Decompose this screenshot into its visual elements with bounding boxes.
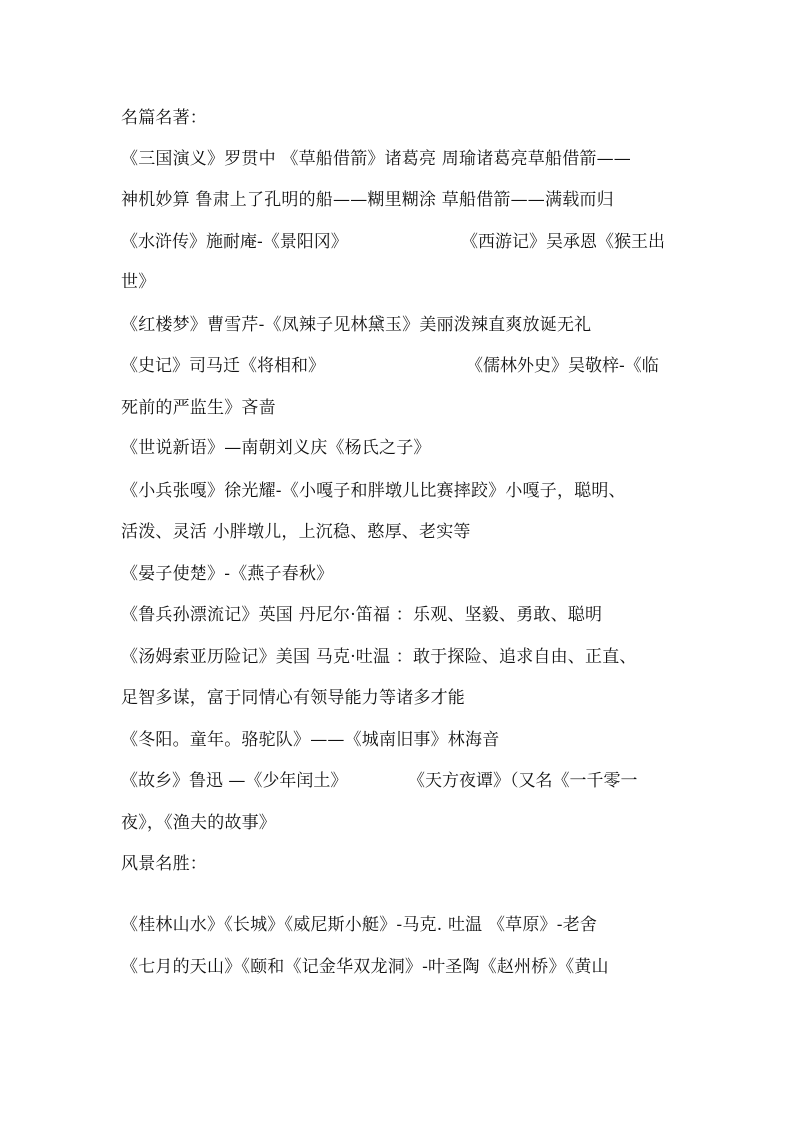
text-line: 《晏子使楚》-《燕子春秋》 — [121, 564, 334, 584]
text-line-right: 《西游记》吴承恩《猴王出 — [461, 232, 665, 252]
text-line: 《汤姆索亚历险记》美国 马克·吐温 ：敢于探险、追求自由、正直、 — [121, 647, 637, 667]
text-line-left: 《史记》司马迁《将相和》 — [121, 356, 325, 376]
text-line: 《红楼梦》曹雪芹-《凤辣子见林黛玉》美丽泼辣直爽放诞无礼 — [121, 315, 592, 335]
section-heading-masterpieces: 名篇名著： — [121, 108, 207, 128]
text-line: 《桂林山水》《长城》《威尼斯小艇》-马克. 吐温 《草原》-老舍 — [121, 915, 598, 935]
text-line: 《三国演义》罗贯中 《草船借箭》诸葛亮 周瑜诸葛亮草船借箭—— — [121, 149, 632, 169]
text-line-pair — [121, 232, 681, 252]
text-line: 《鲁兵孙漂流记》英国 丹尼尔·笛福 ：乐观、坚毅、勇敢、聪明 — [121, 605, 603, 625]
text-line: 活泼、灵活 小胖墩儿，上沉稳、憨厚、老实等 — [121, 522, 471, 542]
text-line: 夜》，《渔夫的故事》 — [121, 813, 276, 833]
text-line: 世》 — [121, 272, 156, 292]
text-line-left: 《水浒传》施耐庵-《景阳冈》 — [121, 232, 348, 252]
section-heading-scenic-spots: 风景名胜： — [121, 854, 207, 874]
text-line: 死前的严监生》吝啬 — [121, 398, 276, 418]
text-line: 《冬阳。童年。骆驼队》——《城南旧事》林海音 — [121, 730, 500, 750]
text-line: 足智多谋，富于同情心有领导能力等诸多才能 — [121, 688, 465, 708]
text-line: 《小兵张嘎》徐光耀-《小嘎子和胖墩儿比赛摔跤》小嘎子，聪明、 — [121, 481, 626, 501]
text-line-right: 《儒林外史》吴敬梓-《临 — [466, 356, 659, 376]
text-line-right: 《天方夜谭》（又名《一千零一 — [408, 771, 638, 791]
text-line-pair — [121, 771, 681, 791]
text-line-left: 《故乡》鲁迅 —《少年闰土》 — [121, 771, 348, 791]
text-line-pair — [121, 356, 681, 376]
text-line: 神机妙算 鲁肃上了孔明的船——糊里糊涂 草船借箭——满载而归 — [121, 190, 614, 210]
text-line: 《世说新语》—南朝刘义庆《杨氏之子》 — [121, 438, 431, 458]
text-line: 《七月的天山》《颐和《记金华双龙洞》-叶圣陶《赵州桥》《黄山 — [121, 957, 609, 977]
